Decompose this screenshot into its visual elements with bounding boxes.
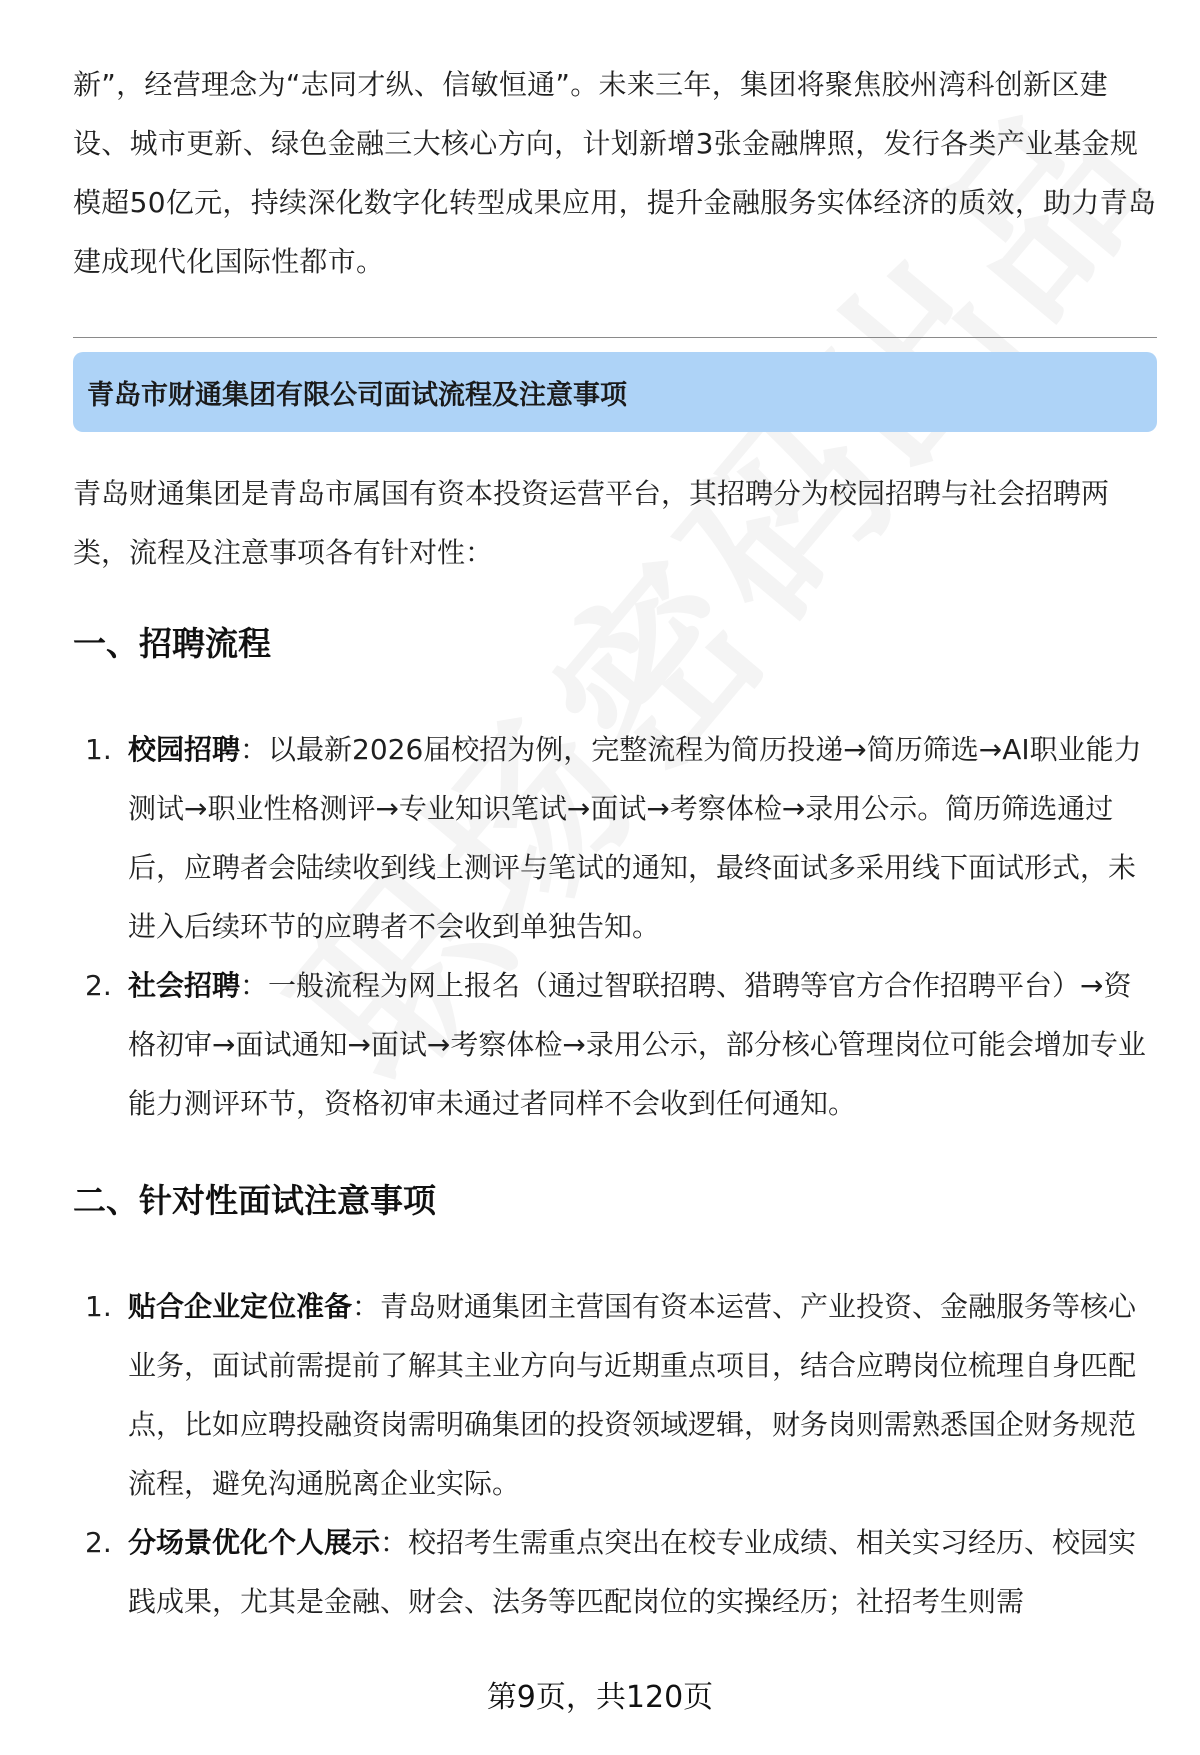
list-number: 1. (85, 1290, 112, 1323)
item-text: ：以最新2026届校招为例，完整流程为简历投递→简历筛选→AI职业能力测试→职业性格测评→专业知识笔试→面试→考察体检→录用公示。简历筛选通过后，应聘者会陆续收到线上测评与笔试的通知，最终面试多采用线下面试形式，未进入后续环节的应聘者不会收到单独告知。 (128, 733, 1142, 943)
item-title: 贴合企业定位准备 (128, 1290, 353, 1323)
page-number: 第9页，共120页 (486, 1680, 714, 1715)
list-number: 1. (85, 733, 112, 766)
heading-recruitment-process: 一、招聘流程 (73, 624, 271, 663)
list-number: 2. (85, 969, 112, 1002)
section-banner (73, 352, 1157, 432)
intro-paragraph: 新”，经营理念为“志同才纵、信敏恒通”。未来三年，集团将聚焦胶州湾科创新区建设、城市更新、绿色金融三大核心方向，计划新增3张金融牌照，发行各类产业基金规模超50亿元，持续深化数字化转型成果应用，提升金融服务实体经济的质效，助力青岛建成现代化国际性都市。 (73, 68, 1157, 278)
item-text: ：校招考生需重点突出在校专业成绩、相关实习经历、校园实践成果，尤其是金融、财会、法务等匹配岗位的实操经历；社招考生则需 (128, 1526, 1137, 1618)
lead-paragraph: 青岛财通集团是青岛市属国有资本投资运营平台，其招聘分为校园招聘与社会招聘两类，流程及注意事项各有针对性： (73, 477, 1110, 569)
item-text: ：一般流程为网上报名（通过智联招聘、猎聘等官方合作招聘平台）→资格初审→面试通知→面试→考察体检→录用公示，部分核心管理岗位可能会增加专业能力测评环节，资格初审未通过者同样不会收到任何通知。 (128, 969, 1146, 1120)
section-divider (73, 337, 1157, 338)
recruitment-list (73, 720, 1157, 1133)
item-title: 分场景优化个人展示 (128, 1526, 381, 1559)
list-item (73, 720, 1157, 956)
list-item (73, 1277, 1157, 1513)
list-number: 2. (85, 1526, 112, 1559)
item-text: ：青岛财通集团主营国有资本运营、产业投资、金融服务等核心业务，面试前需提前了解其主业方向与近期重点项目，结合应聘岗位梳理自身匹配点，比如应聘投融资岗需明确集团的投资领域逻辑，财务岗则需熟悉国企财务规范流程，避免沟通脱离企业实际。 (128, 1290, 1137, 1500)
tips-list (73, 1277, 1157, 1631)
heading-interview-tips: 二、针对性面试注意事项 (73, 1181, 436, 1220)
item-title: 校园招聘 (128, 733, 241, 766)
item-title: 社会招聘 (128, 969, 241, 1002)
section-title: 青岛市财通集团有限公司面试流程及注意事项 (87, 379, 627, 411)
list-item (73, 956, 1157, 1133)
list-item (73, 1513, 1157, 1631)
